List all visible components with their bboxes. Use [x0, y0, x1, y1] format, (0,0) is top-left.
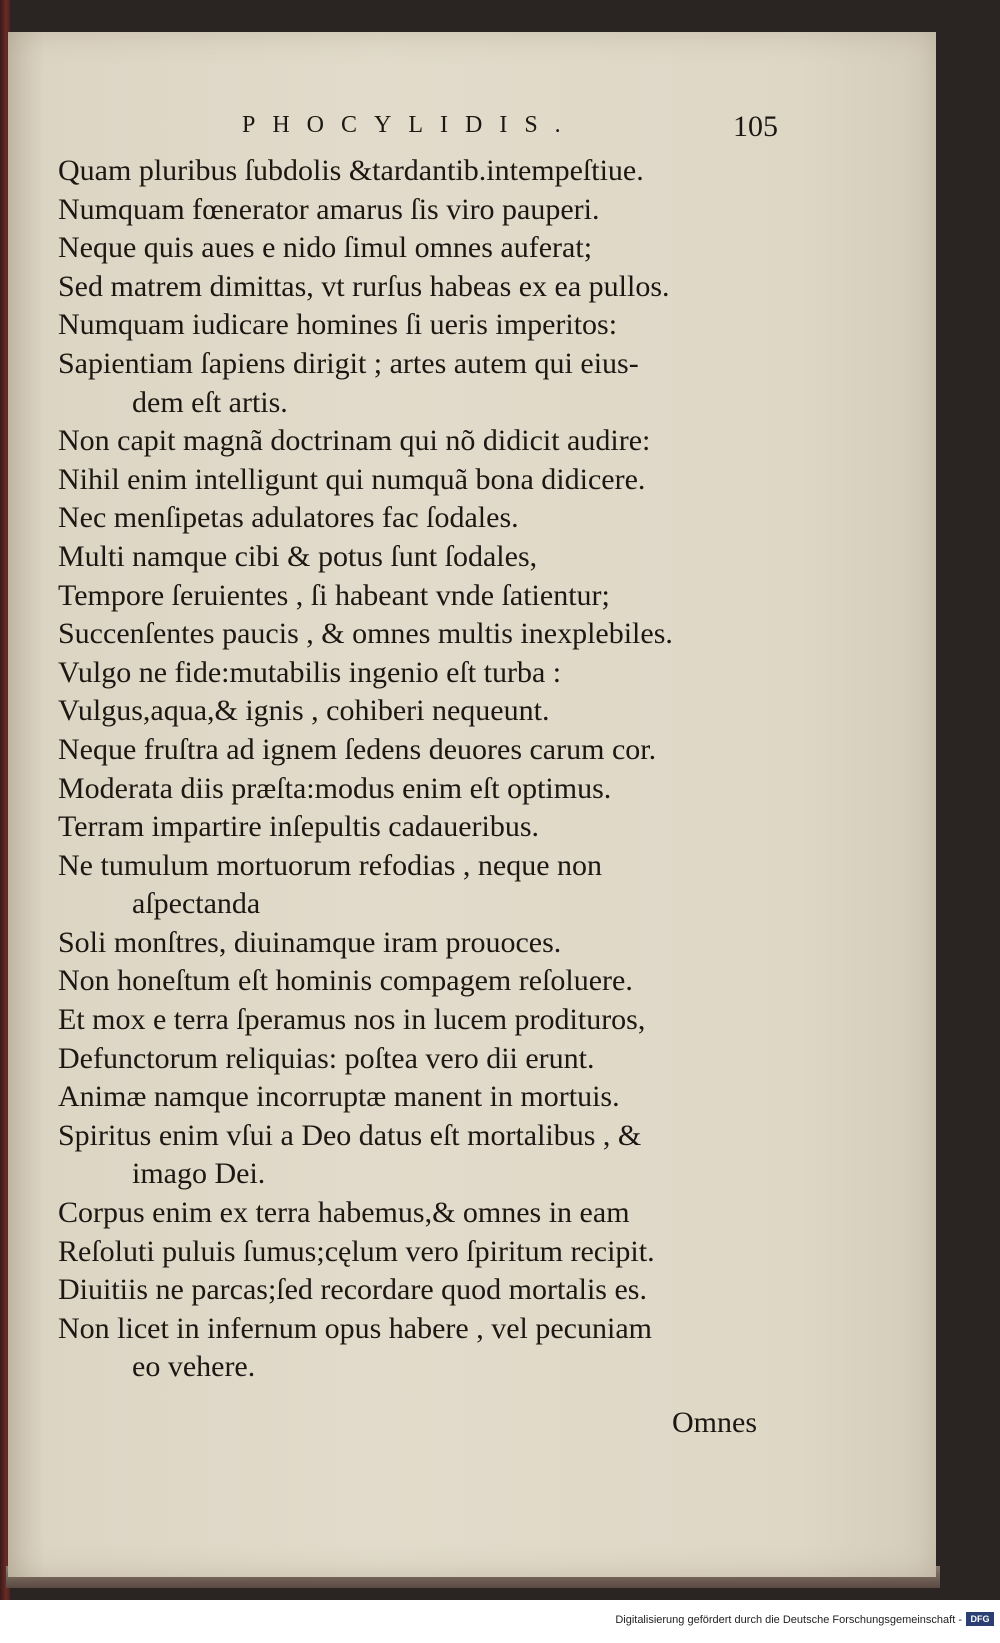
text-line: Tempore ſeruientes , ſi habeant vnde ſatientur;: [58, 578, 610, 612]
text-line: Non licet in infernum opus habere , vel pecuniam: [58, 1311, 652, 1345]
catchword: Omnes: [672, 1406, 757, 1439]
text-line: Animæ namque incorruptæ manent in mortuis.: [58, 1080, 620, 1114]
funding-credit: Digitalisierung gefördert durch die Deutsche Forschungsgemeinschaft -: [615, 1614, 962, 1626]
text-line: Succenſentes paucis , & omnes multis inexplebiles.: [58, 617, 673, 651]
text-line: Vulgo ne fide:mutabilis ingenio eſt turba :: [58, 655, 562, 689]
text-line: Multi namque cibi & potus ſunt ſodales,: [58, 539, 538, 573]
page-header: [62, 112, 778, 148]
text-line: Ne tumulum mortuorum refodias , neque non: [58, 848, 603, 882]
text-line: Nihil enim intelligunt qui numquã bona didicere.: [58, 462, 646, 496]
text-line: aſpectanda: [132, 887, 261, 921]
text-line: Defunctorum reliquias: poſtea vero dii erunt.: [58, 1041, 595, 1075]
text-line: Numquam fœnerator amarus ſis viro pauperi.: [58, 192, 600, 226]
verse-text: [58, 152, 798, 1387]
running-title: PHOCYLIDIS.: [242, 112, 578, 138]
text-line: Neque fruſtra ad ignem ſedens deuores carum cor.: [58, 732, 657, 766]
text-line: Corpus enim ex terra habemus,& omnes in eam: [58, 1196, 630, 1230]
text-line: Sed matrem dimittas, vt rurſus habeas ex ea pullos.: [58, 269, 670, 303]
text-line: Reſoluti puluis ſumus;cęlum vero ſpiritum recipit.: [58, 1234, 655, 1268]
text-line: Vulgus,aqua,& ignis , cohiberi nequeunt.: [58, 694, 550, 728]
text-line: Sapientiam ſapiens dirigit ; artes autem qui eius-: [58, 346, 639, 380]
text-line: Soli monſtres, diuinamque iram prouoces.: [58, 925, 562, 959]
text-line: eo vehere.: [132, 1350, 256, 1384]
text-line: Quam pluribus ſubdolis &tardantib.intempeſtiue.: [58, 154, 644, 187]
page-number: 105: [733, 110, 778, 143]
text-line: Spiritus enim vſui a Deo datus eſt mortalibus , &: [58, 1118, 642, 1152]
digitization-footer: [0, 1600, 1000, 1643]
text-line: Et mox e terra ſperamus nos in lucem prodituros,: [58, 1003, 646, 1037]
text-line: Non capit magnã doctrinam qui nõ didicit audire:: [58, 424, 651, 458]
text-line: imago Dei.: [132, 1157, 266, 1191]
dfg-logo: DFG: [966, 1612, 994, 1626]
text-line: Terram impartire inſepultis cadaueribus.: [58, 810, 540, 844]
text-line: Nec menſipetas adulatores fac ſodales.: [58, 501, 519, 535]
text-line: Numquam iudicare homines ſi ueris imperitos:: [58, 308, 618, 342]
text-line: Neque quis aues e nido ſimul omnes auferat;: [58, 231, 593, 265]
text-line: dem eſt artis.: [132, 385, 288, 419]
text-line: Diuitiis ne parcas;ſed recordare quod mortalis es.: [58, 1273, 647, 1307]
text-line: Moderata diis præſta:modus enim eſt optimus.: [58, 771, 612, 805]
text-line: Non honeſtum eſt hominis compagem reſoluere.: [58, 964, 633, 998]
